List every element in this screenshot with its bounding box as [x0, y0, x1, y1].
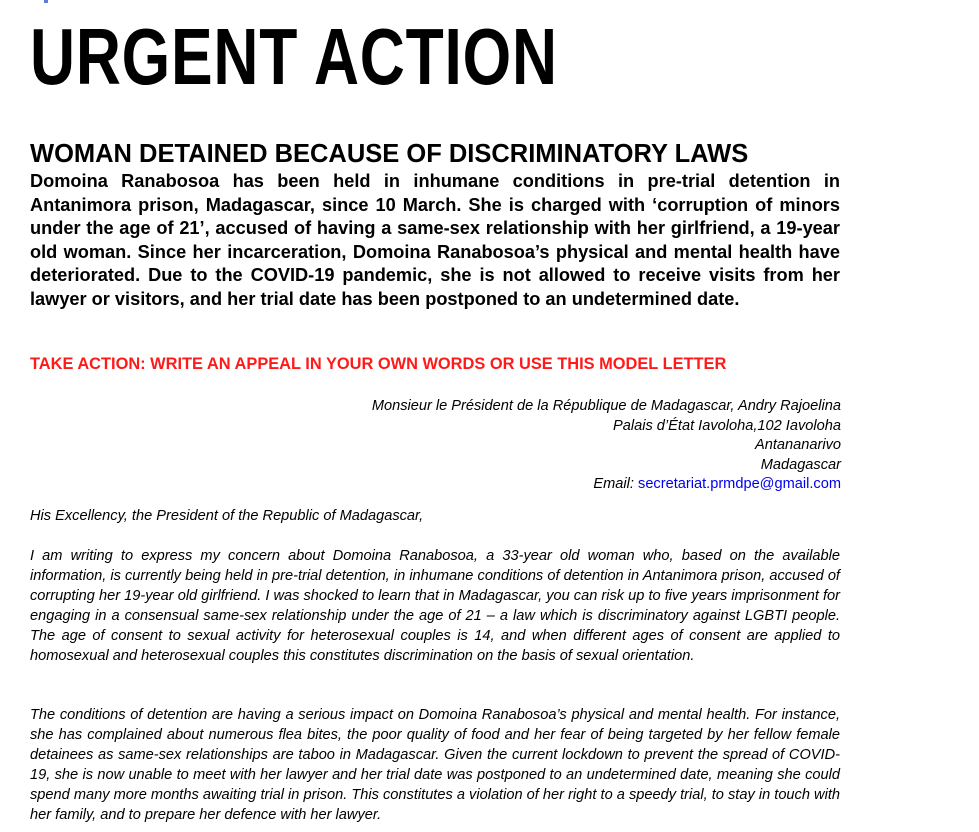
email-label: Email:	[593, 476, 639, 493]
urgent-action-banner: URGENT ACTION	[30, 12, 558, 101]
letter-paragraph-1: I am writing to express my concern about Domoina Ranabosoa, a 33-year old woman who, based on the available information, is currently being held in pre-trial detention, in inhumane conditions of detention in Antanimora prison, accused of corrupting her 19-year old girlfriend. I was shocked to learn that in Madagascar, you can risk up to five years imprisonment for engaging in a consensual same-sex relationship under the age of 21 – a law which is discriminatory against LGBTI people. The age of consent to sexual activity for heterosexual couples is 14, and when different ages of consent are applied to homosexual and heterosexual couples this constitutes discrimination on the basis of sexual orientation.	[30, 548, 840, 664]
email-link[interactable]: secretariat.prmdpe@gmail.com	[638, 476, 841, 493]
address-line-recipient: Monsieur le Président de la République de Madagascar, Andry Rajoelina	[371, 398, 841, 414]
letter-salutation: His Excellency, the President of the Republic of Madagascar,	[30, 508, 424, 524]
case-summary: Domoina Ranabosoa has been held in inhumane conditions in pre-trial detention in Antanimora prison, Madagascar, since 10 March. She is charged with ‘corruption of minors under the age of 21’, accused of having a same-sex relationship with her girlfriend, a 19-year old woman. Since her incarceration, Domoina Ranabosoa’s physical and mental health have deteriorated. Due to the COVID-19 pandemic, she is not allowed to receive visits from her lawyer or visitors, and her trial date has been postponed to an undetermined date.	[30, 171, 840, 309]
address-line-email	[30, 475, 841, 495]
recipient-address	[30, 397, 841, 495]
corner-mark	[44, 0, 48, 3]
take-action-heading: TAKE ACTION: WRITE AN APPEAL IN YOUR OWN WORDS OR USE THIS MODEL LETTER	[30, 355, 727, 373]
case-headline: WOMAN DETAINED BECAUSE OF DISCRIMINATORY LAWS	[30, 140, 749, 168]
letter-paragraph-2: The conditions of detention are having a serious impact on Domoina Ranabosoa’s physical and mental health. For instance, she has complained about numerous flea bites, the poor quality of food and her fear of being targeted by her fellow female detainees as same-sex relationships are taboo in Madagascar. Given the current lockdown to prevent the spread of COVID-19, she is now unable to meet with her lawyer and her trial date was postponed to an undetermined date, meaning she could spend many more months awaiting trial in prison. This constitutes a violation of her right to a speedy trial, to stay in touch with her family, and to prepare her defence with her lawyer.	[30, 707, 840, 823]
address-line-street: Palais d’État Iavoloha,102 Iavoloha	[613, 417, 841, 434]
address-line-country: Madagascar	[760, 456, 841, 473]
address-line-city: Antananarivo	[754, 437, 841, 454]
